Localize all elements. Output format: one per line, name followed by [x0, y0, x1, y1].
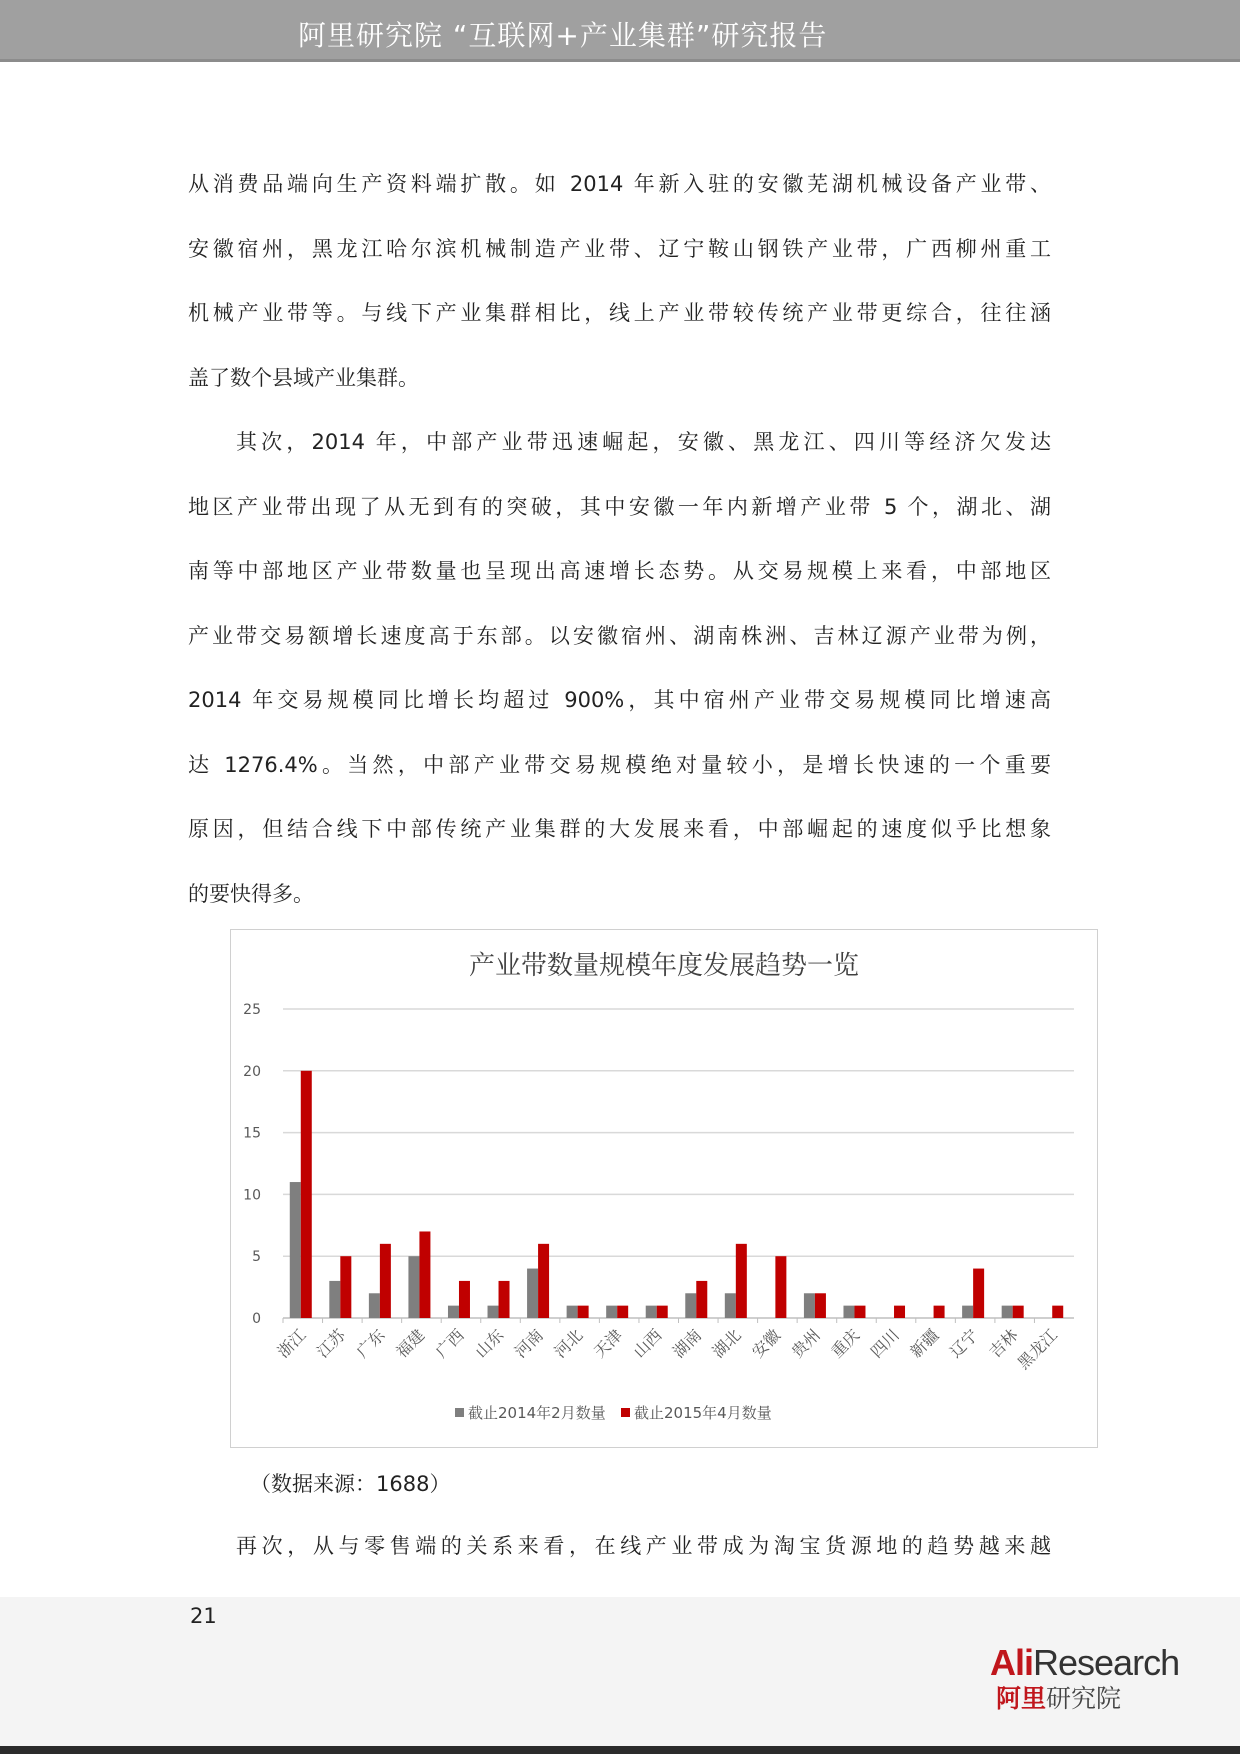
logo-research: Research	[1033, 1642, 1180, 1683]
x-category-label: 安徽	[748, 1325, 785, 1362]
x-category-label: 山西	[629, 1325, 666, 1362]
legend-swatch	[621, 1408, 630, 1417]
bar-2015	[736, 1244, 747, 1318]
chart-title: 产业带数量规模年度发展趋势一览	[468, 951, 860, 981]
bar-2014	[606, 1306, 617, 1318]
bar-2015	[854, 1306, 865, 1318]
bar-2015	[1013, 1306, 1024, 1318]
bar-2015	[578, 1306, 589, 1318]
text-line: 的要快得多。	[188, 881, 314, 906]
bar-2014	[962, 1306, 973, 1318]
x-category-label: 湖北	[708, 1325, 745, 1362]
text-line: 2014 年交易规模同比增长均超过 900%，其中宿州产业带交易规模同比增速高	[188, 688, 1051, 712]
text-line: 再次，从与零售端的关系来看，在线产业带成为淘宝货源地的趋势越来越	[236, 1534, 1051, 1558]
y-tick-label: 25	[243, 1002, 261, 1018]
bar-2014	[725, 1293, 736, 1318]
x-category-label: 贵州	[787, 1325, 824, 1362]
aliresearch-logo	[990, 1643, 1179, 1714]
bar-2015	[696, 1281, 707, 1318]
text-line: 达 1276.4%。当然，中部产业带交易规模绝对量较小，是增长快速的一个重要	[188, 752, 1051, 777]
bar-2015	[499, 1281, 510, 1318]
bar-2015	[815, 1293, 826, 1318]
bar-2015	[301, 1071, 312, 1318]
bar-2015	[419, 1231, 430, 1318]
bar-2015	[380, 1244, 391, 1318]
x-category-label: 黑龙江	[1013, 1325, 1062, 1373]
x-category-label: 广东	[352, 1325, 389, 1362]
x-category-label: 福建	[392, 1325, 429, 1362]
y-tick-label: 5	[252, 1249, 261, 1266]
bar-2014	[290, 1182, 301, 1318]
x-category-label: 广西	[431, 1325, 468, 1362]
bar-2014	[408, 1256, 419, 1318]
x-category-label: 山东	[471, 1325, 508, 1362]
bar-2014	[843, 1306, 854, 1318]
bar-2015	[775, 1256, 786, 1318]
x-category-label: 河北	[550, 1325, 587, 1362]
bar-2014	[448, 1306, 459, 1318]
text-line: 地区产业带出现了从无到有的突破，其中安徽一年内新增产业带 5 个，湖北、湖	[188, 494, 1051, 519]
bar-2014	[567, 1306, 578, 1318]
x-category-label: 四川	[866, 1325, 903, 1362]
bar-2014	[488, 1306, 499, 1318]
text-line: 机械产业带等。与线下产业集群相比，线上产业带较传统产业带更综合，往往涵	[188, 301, 1051, 325]
chart-svg	[231, 930, 1097, 1447]
text-line: 盖了数个县域产业集群。	[188, 365, 419, 390]
x-category-label: 吉林	[985, 1325, 1022, 1362]
data-source-note: （数据来源：1688）	[250, 1472, 451, 1496]
bar-2014	[804, 1293, 815, 1318]
legend-swatch	[455, 1408, 464, 1417]
text-line: 产业带交易额增长速度高于东部。以安徽宿州、湖南株洲、吉林辽源产业带为例，	[188, 623, 1051, 648]
x-category-label: 辽宁	[945, 1325, 982, 1362]
bar-2015	[934, 1306, 945, 1318]
y-tick-label: 0	[252, 1311, 261, 1327]
bar-2015	[1052, 1306, 1063, 1318]
bar-2014	[646, 1306, 657, 1318]
y-tick-label: 20	[243, 1063, 261, 1080]
text-line: 安徽宿州，黑龙江哈尔滨机械制造产业带、辽宁鞍山钢铁产业带，广西柳州重工	[188, 236, 1051, 261]
text-line: 从消费品端向生产资料端扩散。如 2014 年新入驻的安徽芜湖机械设备产业带、	[188, 172, 1051, 196]
logo-cn-ali: 阿里	[996, 1684, 1047, 1713]
legend-label: 截止2015年4月数量	[634, 1404, 772, 1422]
y-tick-label: 15	[243, 1125, 261, 1142]
text-line: 南等中部地区产业带数量也呈现出高速增长态势。从交易规模上来看，中部地区	[188, 559, 1051, 583]
text-line: 其次，2014 年，中部产业带迅速崛起，安徽、黑龙江、四川等经济欠发达	[236, 430, 1051, 454]
x-category-label: 河南	[510, 1325, 547, 1362]
bar-2015	[973, 1269, 984, 1318]
bar-2014	[1002, 1306, 1013, 1318]
page-number: 21	[190, 1604, 217, 1628]
bar-2015	[617, 1306, 628, 1318]
logo-cn-institute: 研究院	[1046, 1684, 1122, 1713]
page-header	[0, 0, 1240, 62]
chart	[230, 929, 1098, 1448]
x-category-label: 重庆	[827, 1325, 864, 1362]
x-category-label: 天津	[589, 1325, 627, 1362]
bar-2014	[329, 1281, 340, 1318]
bar-2015	[340, 1256, 351, 1318]
logo-ali: Ali	[990, 1642, 1034, 1683]
bar-2014	[685, 1293, 696, 1318]
x-category-label: 浙江	[273, 1325, 310, 1362]
x-category-label: 湖南	[669, 1325, 706, 1362]
bar-2014	[369, 1293, 380, 1318]
bar-2015	[459, 1281, 470, 1318]
bar-2014	[527, 1269, 538, 1318]
y-tick-label: 10	[243, 1187, 261, 1204]
bar-2015	[894, 1306, 905, 1318]
text-line: 原因，但结合线下中部传统产业集群的大发展来看，中部崛起的速度似乎比想象	[188, 817, 1051, 841]
x-category-label: 江苏	[313, 1325, 350, 1362]
header-title: 阿里研究院 “互联网+产业集群”研究报告	[298, 19, 828, 52]
bar-2015	[538, 1244, 549, 1318]
legend-label: 截止2014年2月数量	[468, 1404, 606, 1422]
bar-2015	[657, 1306, 668, 1318]
footer-bar	[0, 1746, 1240, 1754]
x-category-label: 新疆	[906, 1325, 943, 1362]
